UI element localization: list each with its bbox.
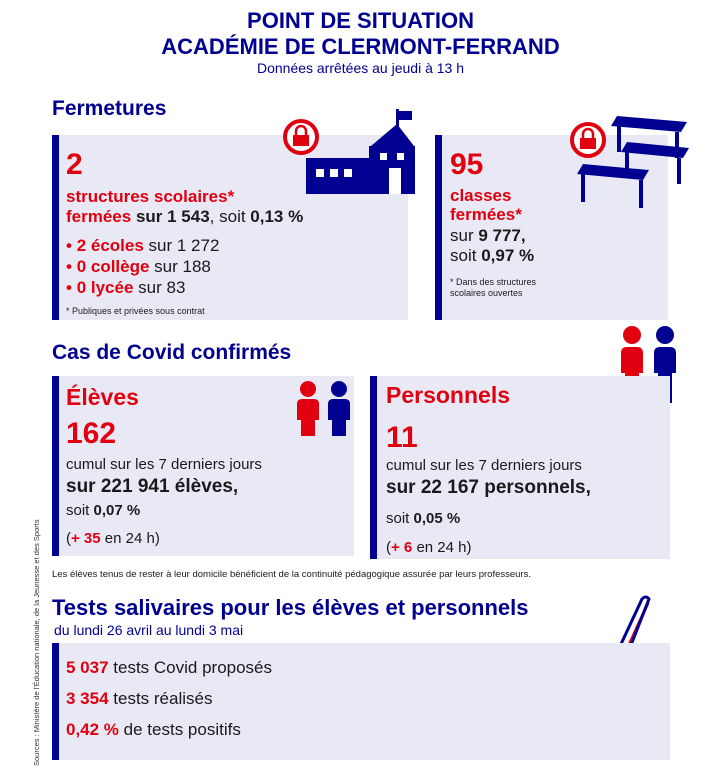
list-item: • 0 lycée sur 83 (66, 278, 186, 297)
sources-note: Sources : Ministère de l'Éducation nationale, de la Jeunesse et des Sports (32, 519, 41, 766)
classes-sur: sur 9 777, (450, 226, 526, 245)
personnels-cumul: cumul sur les 7 derniers jours (386, 457, 582, 474)
classes-soit: soit 0,97 % (450, 246, 535, 265)
eleves-total: sur 221 941 élèves, (66, 476, 239, 497)
personnels-delta: (+ 6 en 24 h) (386, 539, 472, 556)
covid-note: Les élèves tenus de rester à leur domicile bénéficient de la continuité pédagogique assurée par leurs professeurs. (52, 569, 531, 580)
classes-footnote-1: * Dans des structures (450, 277, 537, 287)
page-subtitle: Données arrêtées au jeudi à 13 h (256, 60, 465, 76)
tests-row: 3 354 tests réalisés (66, 689, 213, 708)
students-icon (294, 380, 354, 438)
tests-title: Tests salivaires pour les élèves et personnels (52, 595, 529, 620)
personnels-box (370, 376, 670, 559)
eleves-delta: (+ 35 en 24 h) (66, 530, 160, 547)
fermetures-title: Fermetures (52, 97, 167, 120)
eleves-soit: soit 0,07 % (66, 502, 141, 519)
closed-school-icon (276, 106, 418, 196)
personnels-total: sur 22 167 personnels, (386, 477, 591, 498)
structures-list (66, 235, 219, 298)
closed-classes-icon (565, 108, 693, 212)
tests-row: 5 037 tests Covid proposés (66, 658, 273, 677)
eleves-label: Élèves (66, 384, 139, 410)
eleves-cumul: cumul sur les 7 derniers jours (66, 456, 262, 473)
classes-label-2: fermées* (450, 205, 522, 224)
classes-label-1: classes (450, 186, 512, 205)
structures-label: structures scolaires* (66, 187, 235, 206)
structures-footnote: * Publiques et privées sous contrat (66, 306, 205, 316)
eleves-number: 162 (66, 417, 117, 450)
list-item: • 2 écoles sur 1 272 (66, 236, 220, 255)
personnels-number: 11 (386, 421, 418, 454)
structures-ratio: fermées sur 1 543, soit 0,13 % (66, 207, 304, 226)
classes-footnote-2: scolaires ouvertes (450, 288, 523, 298)
tests-period: du lundi 26 avril au lundi 3 mai (54, 622, 244, 638)
page-title-line2: ACADÉMIE DE CLERMONT-FERRAND (161, 34, 560, 59)
covid-title: Cas de Covid confirmés (52, 341, 292, 364)
personnels-soit: soit 0,05 % (386, 510, 461, 527)
page-title-line1: POINT DE SITUATION (247, 8, 474, 33)
classes-number: 95 (450, 148, 484, 181)
personnels-label: Personnels (386, 382, 510, 408)
tests-box (52, 643, 670, 760)
structures-number: 2 (66, 148, 83, 181)
list-item: • 0 collège sur 188 (66, 257, 211, 276)
tests-row: 0,42 % de tests positifs (66, 720, 241, 739)
